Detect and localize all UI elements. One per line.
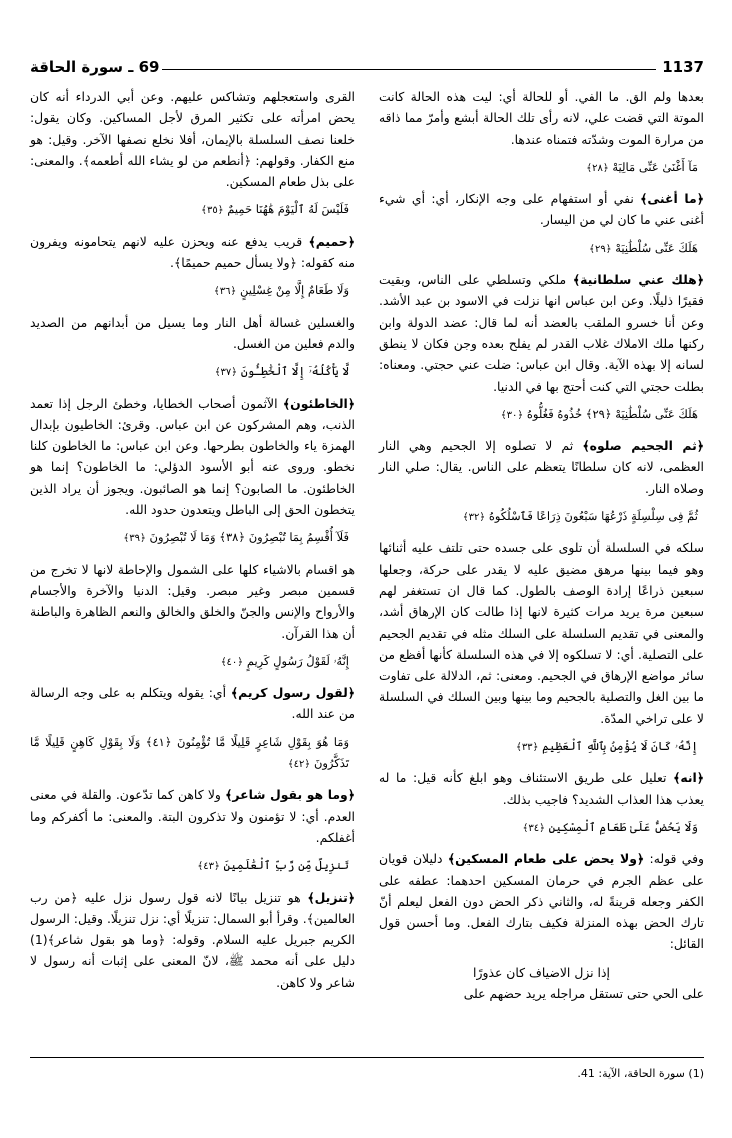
verse-text: إِنَّهُۥ كَانَ لَا يُؤْمِنُ بِٱللَّهِ ٱلْعَظِيمِ [542,739,698,754]
paragraph-lead: وفي قوله: [644,851,704,867]
quoted-phrase: ﴿الخاطئون﴾ [282,395,355,411]
commentary-paragraph [30,86,355,192]
quoted-phrase: ﴿لقول رسول كريم﴾ [230,685,355,701]
quoted-phrase: ﴿حميم﴾ [308,233,355,249]
commentary-paragraph [379,435,704,499]
left-column [30,86,355,1000]
quoted-phrase: ﴿ولا يحض على طعام المسكين﴾ [447,851,645,867]
verse-text: وَلَا يَحُضُّ عَلَىٰ طَعَامِ ٱلْمِسْكِينِ [548,819,698,834]
quran-verse [379,238,704,260]
verse-text: مَآ أَغْنَىٰ عَنِّى مَالِيَهْ [612,159,698,174]
verse-number: ﴿٣٩﴾ [123,533,146,545]
quran-verse [30,651,355,673]
quran-verse [30,527,355,549]
paragraph-text: ثم لا تصلوه إلا الجحيم وهي النار العظمى، لانه كان سلطانًا يتعظم على الناس. يقال: صلي النار وصلاه النار. [379,438,704,496]
quran-verse [30,361,355,383]
verse-number: ﴿٣٦﴾ [213,286,237,298]
verse-number: ﴿٤٣﴾ [197,861,220,873]
quoted-phrase: ﴿تنزيل﴾ [307,889,355,905]
verse-number: ﴿٢٩﴾ [589,243,612,255]
paragraph-text: نفي أو استفهام على وجه الإنكار، أي: أي شيء أغنى عني ما كان لي من اليسار. [379,191,704,228]
paragraph-text: ملكي وتسلطي على الناس، وبقيت فقيرًا ذليلًا. وعن ابن عباس انها نزلت في الاسود بن عبد الأشد. وعن أنا خسرو الملقب بالعضد أنه لما قال: عضد الدولة وابن ركنها ملك الاملاك غلاب القدر لم يفلح بعده وجن فكان لا ينطق لسانه إلا بهذه الآية. وقال ابن عباس: ضلت عني حجتي. ومعناه: بطلت حجتي التي كنت أحتج بها في الدنيا. [379,272,704,394]
verse-number: ﴿٣٣﴾ [515,742,539,754]
quran-verse [30,199,355,221]
paragraph-text: أي: يقوله ويتكلم به على وجه الرسالة من عند الله. [30,685,355,722]
paragraph-text: هو تنزيل بيانًا لانه قول رسول نزل عليه ﴿من رب العالمين﴾. وقرأ أبو السمال: تنزيلًا أي: نزل تنزيلًا. وقيل: الرسول الكريم جبريل عليه السلام. وقوله: ﴿وما هو بقول شاعر﴾(1) دليل على أنه محمد ﷺ، لانّ المعنى على إثبات أنه رسول لا شاعر ولا كاهن. [30,889,355,990]
verse-number: ﴿٤٠﴾ [220,656,244,668]
quran-verse [379,506,704,528]
verse-number: ﴿٤٢﴾ [287,759,311,771]
quran-verse [379,736,704,758]
verse-text: تَنزِيلٌ مِّن رَّبِّ ٱلْعَٰلَمِينَ [223,858,349,873]
verse-text: إِنَّهُۥ لَقَوْلُ رَسُولٍ كَرِيمٍ [246,653,349,668]
paragraph-text: دليلان قويان على عظم الجرم في حرمان المسكين احدهما: عطفه على الكفر وجعله قرينةً له، والثاني ذكر الحض دون الفعل ليعلم أنّ تارك الحض بهذه المنزلة فكيف بتارك الفعل. وما أحسن قول القائل: [379,851,704,952]
quran-verse [379,817,704,839]
commentary-paragraph [30,682,355,725]
quran-verse [30,855,355,877]
quran-verse [379,157,704,179]
footnote: (1) سورة الحاقة، الآية: 41. [577,1067,704,1080]
verse-text: ثُمَّ فِى سِلْسِلَةٍ ذَرْعُهَا سَبْعُونَ ذِرَاعًا فَٱسْلُكُوهُ [488,509,698,524]
commentary-paragraph [379,188,704,231]
quoted-phrase: ﴿ما أغنى﴾ [640,191,704,207]
right-column [379,86,704,1004]
paragraph-text: ولا كاهن كما تدّعون. والقلة في معنى العدم. أي: لا تؤمنون ولا تذكرون البتة. والمعنى: ما أكفركم وما أغفلكم. [30,787,355,845]
verse-number: ﴿٢٨﴾ [586,162,609,174]
verse-number: ﴿٣٧﴾ [214,367,238,379]
footnote-rule [30,1057,704,1058]
verse-number: ﴿٣٥﴾ [201,205,224,217]
poem-line: على الحي حتى تستقل مراجله يريد حضهم على [463,985,704,1001]
page-number: 1137 [662,58,704,76]
commentary-paragraph [379,848,704,954]
paragraph-text: بعدها ولم الق. ما الفي. أو للحالة أي: ليت هذه الحالة كانت الموتة التي قضت علي، لانه رأى تلك الحالة أبشع وأمرّ مما ذاقه من مرارة الموت وشدّته فتمناه عندها. [379,89,704,147]
paragraph-text: قريب يدفع عنه ويحزن عليه لانهم يتحامونه ويفرون منه كقوله: ﴿ولا يسأل حميم حميمًا﴾. [30,233,355,271]
verse-number: ﴿٣٤﴾ [522,822,545,834]
commentary-paragraph [379,767,704,810]
verse-text: وَلَا طَعَامٌ إِلَّا مِنْ غِسْلِينٍ [239,283,349,298]
commentary-paragraph [379,537,704,729]
paragraph-text: سلكه في السلسلة أن تلوى على جسده حتى تلتف عليه أثنائها وهو فيما بينها مرهق مضيق عليه لا يقدر على حركة، وجعلها سبعين ذراعًا إرادة الوصف بالطول. كما قال ان تستغفر لهم سبعين مرة يريد مرات كثيرة لانها إذا طالت كان الإرهاق أشد، والمعنى في تقديم السلسلة على السلك مثله في تقديم الجحيم على التصلية. أي: لا تسلكوه إلا في هذه السلسلة كأنها أفظع من سائر مواضع الإرهاق في الجحيم. ومعنى: ثم، الدلالة على تفاوت ما بين الغل والتصلية بالجحيم وما بينها وبين السلك في السلسلة لا على تراخي المدّة. [379,540,704,726]
verse-number: ﴿٣٢﴾ [462,512,486,524]
quoted-phrase: ﴿انه﴾ [673,770,704,786]
commentary-paragraph [30,231,355,274]
header-rule [162,69,656,70]
verse-text: وَمَا هُوَ بِقَوْلِ شَاعِرٍ قَلِيلًا مَّا تُؤْمِنُونَ ﴿٤١﴾ وَلَا بِقَوْلِ كَاهِنٍ قَلِيلًا مَّا تَذَكَّرُونَ [30,734,349,771]
paragraph-text: والغسلين غسالة أهل النار وما يسيل من أبدانهم من الصديد والدم فعلين من الغسل. [30,314,355,351]
quran-verse [379,404,704,426]
commentary-paragraph [30,887,355,993]
verse-text: هَلَكَ عَنِّى سُلْطَٰنِيَهْ [615,240,698,255]
commentary-paragraph [30,559,355,644]
verse-number: ﴿٣٠﴾ [500,409,524,421]
paragraph-text: القرى واستعجلهم وتشاكس عليهم. وعن أبي الدرداء أنه كان يحض امرأته على تكثير المرق لأجل المساكين. وكان يقول: خلعنا نصف السلسلة بالإيمان، أفلا نخلع نصفها الآخر. وقيل: هو منع الكفار. وقولهم: ﴿أنطعم من لو يشاء الله أطعمه﴾. والمعنى: على بذل طعام المسكين. [30,89,355,190]
running-title: 69 ـ سورة الحاقة [30,58,160,76]
paragraph-text: تعليل على طريق الاستئناف وهو ابلغ كأنه قيل: ما له يعذب هذا العذاب الشديد؟ فاجيب بذلك. [379,770,704,807]
poem-line: إذا نزل الاضياف كان عذورًا [473,964,610,980]
verse-text: لَّا يَأْكُلُهُۥٓ إِلَّا ٱلْخَٰطِـُٔونَ [240,364,349,379]
commentary-paragraph [30,393,355,521]
quoted-phrase: ﴿وما هو بقول شاعر﴾ [225,787,355,803]
quoted-phrase: ﴿هلك عني سلطانية﴾ [572,272,704,288]
paragraph-text: هو اقسام بالاشياء كلها على الشمول والإحاطة لانها لا تخرج من قسمين مبصر وغير مبصر. وقيل: الدنيا والآخرة والأجسام والأرواح والإنس والجنّ والخلق والخالق والنعم الظاهرة والباطنة أن هذا القرآن. [30,561,355,641]
quran-verse [30,732,355,776]
commentary-paragraph [379,269,704,397]
verse-text: فَلَآ أُقْسِمُ بِمَا تُبْصِرُونَ ﴿٣٨﴾ وَمَا لَا تُبْصِرُونَ [149,530,349,545]
quran-verse [30,280,355,302]
verse-text: هَلَكَ عَنِّى سُلْطَٰنِيَهْ ﴿٢٩﴾ خُذُوهُ فَغُلُّوهُ [526,406,698,421]
commentary-paragraph [30,784,355,848]
quoted-phrase: ﴿ثم الجحيم صلوه﴾ [582,438,704,454]
commentary-paragraph [30,312,355,355]
page-header [30,58,704,80]
verse-text: فَلَيْسَ لَهُ ٱلْيَوْمَ هَٰهُنَا حَمِيمٌ [227,202,349,217]
commentary-paragraph [379,86,704,150]
paragraph-text: الآثمون أصحاب الخطايا، وخطئ الرجل إذا تعمد الذنب، وهم المشركون عن ابن عباس. وقرئ: الخاطيون بإبدال الهمزة ياء والخاطون بطرحها. وعن ابن عباس: ما الخاطون كلنا نخطو. وروى عنه أبو الأسود الدؤلي: ما الخاطون؟ إنما هو الخاطئون. ما الصابون؟ إنما هو الصائبون. ويجوز أن يراد الذين يتخطون الحق إلى الباطل ويتعدون حدود الله. [30,395,355,518]
